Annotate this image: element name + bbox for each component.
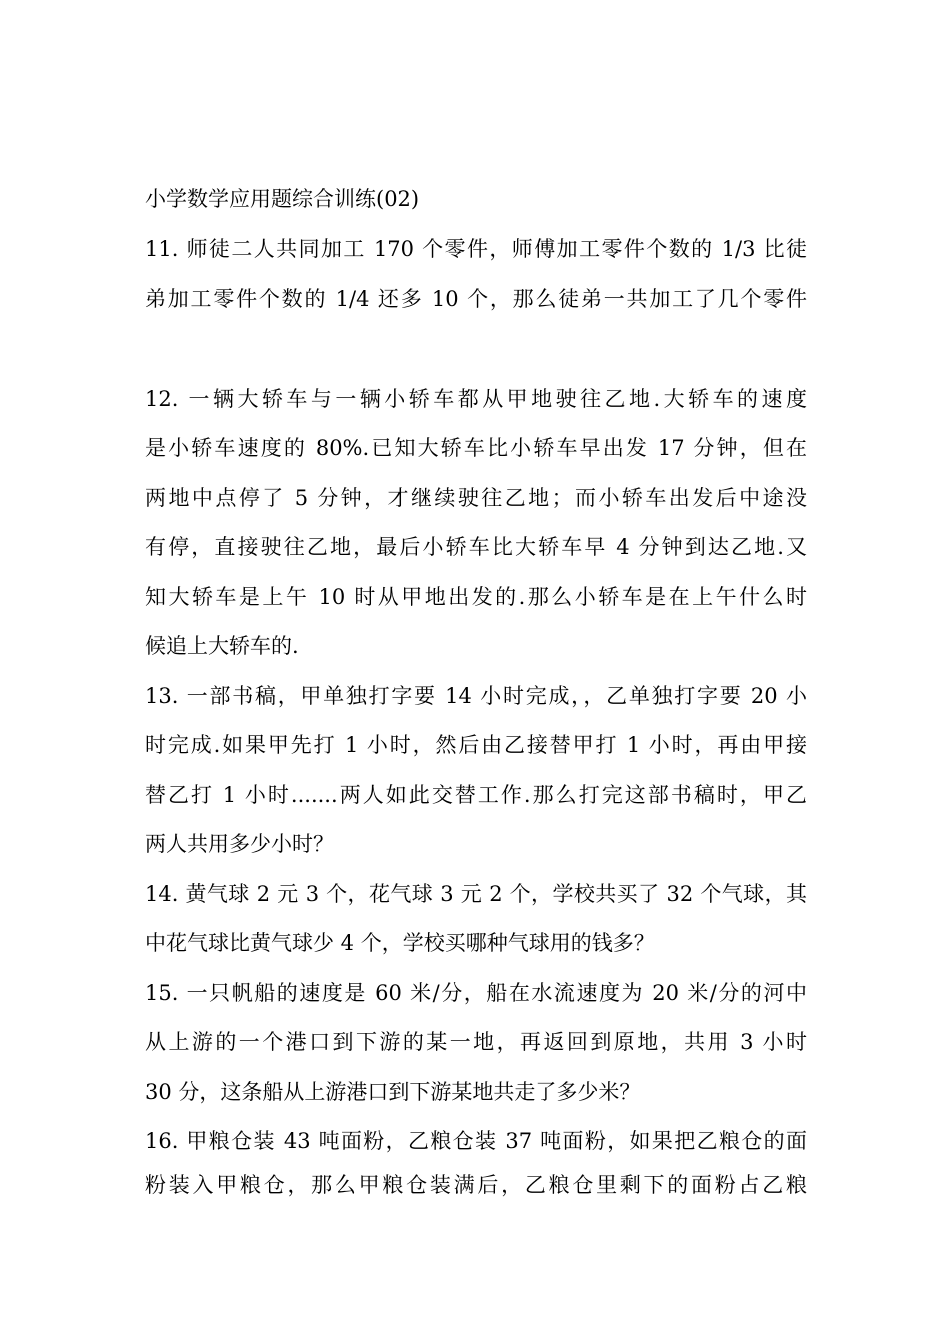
problem-15-line-3: 30 分，这条船从上游港口到下游某地共走了多少米？ (145, 1080, 641, 1104)
problem-12-line-3: 两地中点停了 5 分钟，才继续驶往乙地；而小轿车出发后中途没 (145, 486, 807, 510)
problem-13-line-3: 替乙打 1 小时.......两人如此交替工作.那么打完这部书稿时，甲乙 (145, 783, 807, 807)
problem-11-line-1: 11. 师徒二人共同加工 170 个零件，师傅加工零件个数的 1/3 比徒 (145, 237, 807, 261)
problem-13-line-2: 时完成.如果甲先打 1 小时，然后由乙接替甲打 1 小时，再由甲接 (145, 733, 807, 757)
problem-15-line-1: 15. 一只帆船的速度是 60 米/分，船在水流速度为 20 米/分的河中 (145, 981, 807, 1005)
problem-16-line-1: 16. 甲粮仓装 43 吨面粉，乙粮仓装 37 吨面粉，如果把乙粮仓的面 (145, 1129, 807, 1153)
problem-16-line-2: 粉装入甲粮仓，那么甲粮仓装满后，乙粮仓里剩下的面粉占乙粮 (145, 1173, 807, 1197)
problem-12-line-5: 知大轿车是上午 10 时从甲地出发的.那么小轿车是在上午什么时 (145, 585, 807, 609)
problem-11-line-2: 弟加工零件个数的 1/4 还多 10 个，那么徒弟一共加工了几个零件 (145, 287, 807, 311)
problem-12-line-6: 候追上大轿车的. (145, 634, 299, 658)
problem-14-line-2: 中花气球比黄气球少 4 个，学校买哪种气球用的钱多？ (145, 931, 655, 955)
problem-12-line-4: 有停，直接驶往乙地，最后小轿车比大轿车早 4 分钟到达乙地.又 (145, 535, 807, 559)
problem-12-line-1: 12. 一辆大轿车与一辆小轿车都从甲地驶往乙地.大轿车的速度 (145, 387, 807, 411)
problem-14-line-1: 14. 黄气球 2 元 3 个，花气球 3 元 2 个，学校共买了 32 个气球，其 (145, 882, 807, 906)
problem-13-line-4: 两人共用多少小时？ (145, 832, 334, 856)
problem-13-line-1: 13. 一部书稿，甲单独打字要 14 小时完成，，乙单独打字要 20 小 (145, 684, 807, 708)
problem-12-line-2: 是小轿车速度的 80%.已知大轿车比小轿车早出发 17 分钟，但在 (145, 436, 807, 460)
document-title: 小学数学应用题综合训练(02) (145, 187, 420, 211)
problem-15-line-2: 从上游的一个港口到下游的某一地，再返回到原地，共用 3 小时 (145, 1030, 807, 1054)
